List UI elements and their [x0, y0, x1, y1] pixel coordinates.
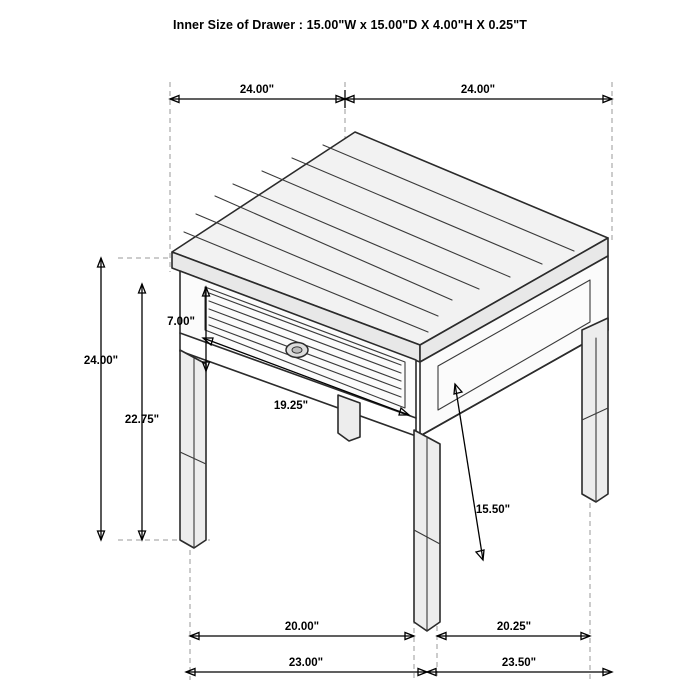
dimension-side-leg-span: [437, 621, 590, 640]
dimension-apron-height: [125, 284, 159, 540]
dim-front-leg-span: 20.00": [284, 621, 320, 633]
dim-side-base-width: 23.50": [501, 657, 537, 669]
dimension-front-base-width: [186, 657, 427, 676]
dim-side-leg-span: 20.25": [496, 621, 532, 633]
left-leg: [180, 350, 206, 548]
dimension-top-widths: [170, 84, 612, 108]
dim-front-base-width: 23.00": [288, 657, 324, 669]
page-title: Inner Size of Drawer : 15.00"W x 15.00"D X 4.00"H X 0.25"T: [173, 18, 527, 32]
dim-drawer-height: 7.00": [167, 316, 195, 328]
drawer-knob-center: [292, 347, 302, 353]
dim-top-right-width: 24.00": [460, 84, 496, 96]
table-illustration: [172, 132, 608, 631]
dim-overall-height: 24.00": [83, 355, 119, 367]
dimension-front-leg-span: [190, 621, 414, 640]
dim-apron-height: 22.75": [124, 414, 160, 426]
dimension-side-base-width: [427, 657, 612, 676]
dim-drawer-width: 19.25": [273, 400, 309, 412]
dim-top-left-width: 24.00": [239, 84, 275, 96]
dim-side-rail-height: 15.50": [475, 504, 511, 516]
dimension-overall-height: [84, 258, 118, 540]
